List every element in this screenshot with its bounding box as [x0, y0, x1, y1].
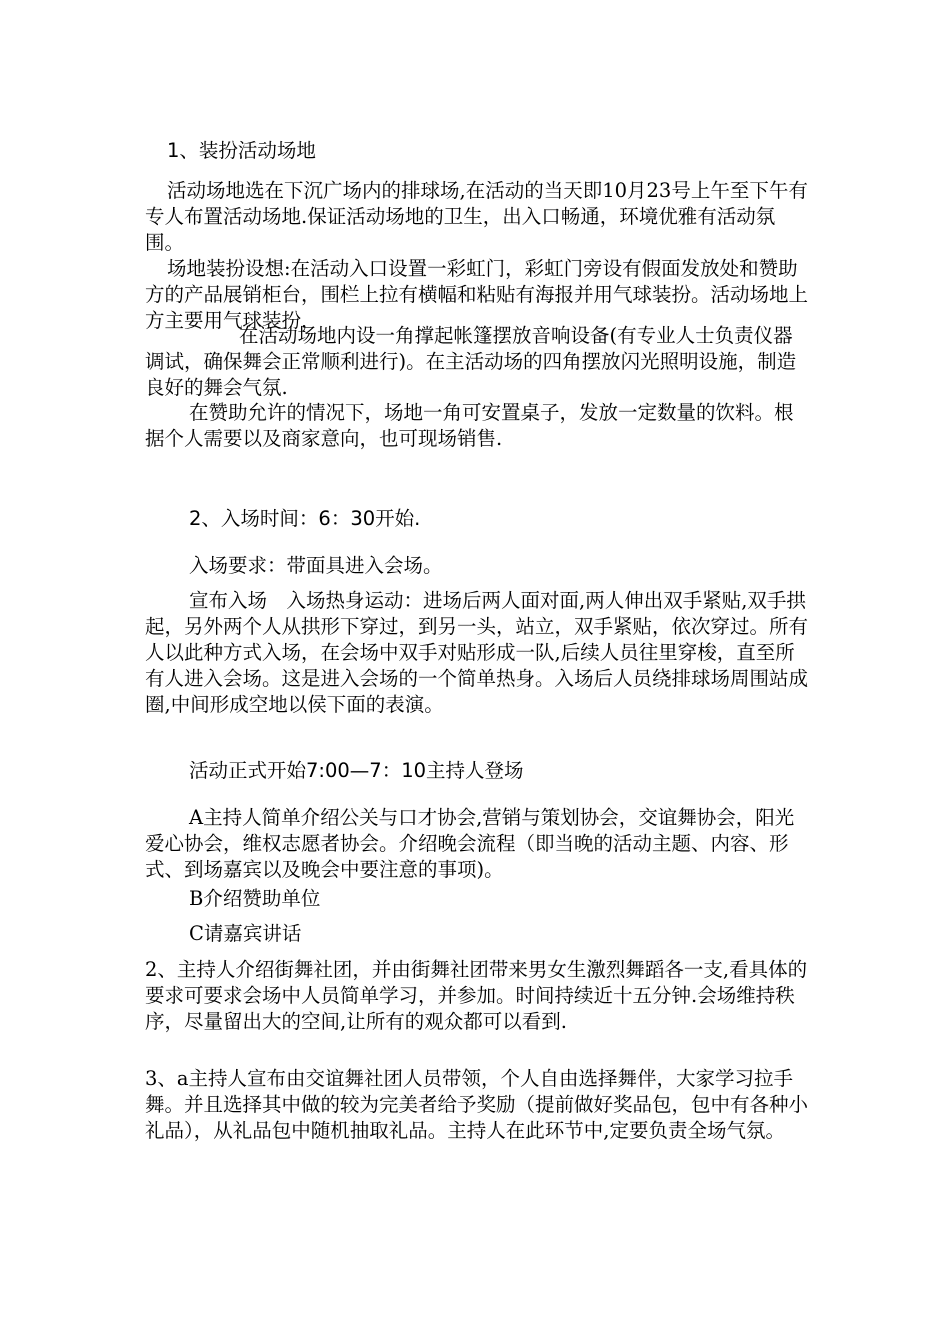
paragraph-ballroom-dance: 3、a主持人宣布由交谊舞社团人员带领，个人自由选择舞伴，大家学习拉手舞。并且选择其中做的较为完美者给予奖励（提前做好奖品包，包中有各种小礼品），从礼品包中随机抽取礼品。主持人在此环节中,定要负责全场气氛。	[145, 1067, 809, 1142]
paragraph-street-dance: 2、主持人介绍街舞社团，并由街舞社团带来男女生激烈舞蹈各一支,看具体的要求可要求会场中人员简单学习，并参加。时间持续近十五分钟.会场维持秩序，尽量留出大的空间,让所有的观众都可以看到.	[145, 958, 808, 1033]
paragraph-event-start: 活动正式开始7:00—7：10主持人登场	[189, 759, 524, 782]
paragraph-entry-requirement: 入场要求：带面具进入会场。	[189, 554, 443, 577]
section-heading-1: 1、装扮活动场地	[167, 139, 316, 162]
paragraph-sound-equipment: 在活动场地内设一角撑起帐篷摆放音响设备(有专业人士负责仪器调试，确保舞会正常顺利进行)。在主活动场的四角摆放闪光照明设施，制造良好的舞会气氛.	[145, 324, 797, 399]
paragraph-host-intro: A主持人简单介绍公关与口才协会,营销与策划协会，交谊舞协会，阳光爱心协会，维权志愿者协会。介绍晚会流程（即当晚的活动主题、内容、形式、到场嘉宾以及晚会中要注意的事项)。	[145, 806, 795, 881]
paragraph-warmup: 宣布入场 入场热身运动：进场后两人面对面,两人伸出双手紧贴,双手拱起，另外两个人从拱形下穿过，到另一头，站立，双手紧贴，依次穿过。所有人以此种方式入场，在会场中双手对贴形成一队,后续人员往里穿梭，直至所有人进入会场。这是进入会场的一个简单热身。入场后人员绕排球场周围站成圈,中间形成空地以侯下面的表演。	[145, 589, 809, 716]
paragraph-drinks: 在赞助允许的情况下，场地一角可安置桌子，发放一定数量的饮料。根据个人需要以及商家意向，也可现场销售.	[145, 401, 794, 450]
paragraph-guest-speech: C请嘉宾讲话	[189, 922, 302, 945]
paragraph-venue-decoration: 场地装扮设想:在活动入口设置一彩虹门，彩虹门旁设有假面发放处和赞助方的产品展销柜台，围栏上拉有横幅和粘贴有海报并用气球装扮。活动场地上方主要用气球装扮，	[145, 257, 809, 332]
paragraph-venue-location: 活动场地选在下沉广场内的排球场,在活动的当天即10月23号上午至下午有专人布置活动场地.保证活动场地的卫生，出入口畅通，环境优雅有活动氛围。	[145, 179, 808, 254]
paragraph-sponsor-intro: B介绍赞助单位	[189, 887, 321, 910]
section-heading-2: 2、入场时间：6：30开始.	[189, 507, 421, 530]
